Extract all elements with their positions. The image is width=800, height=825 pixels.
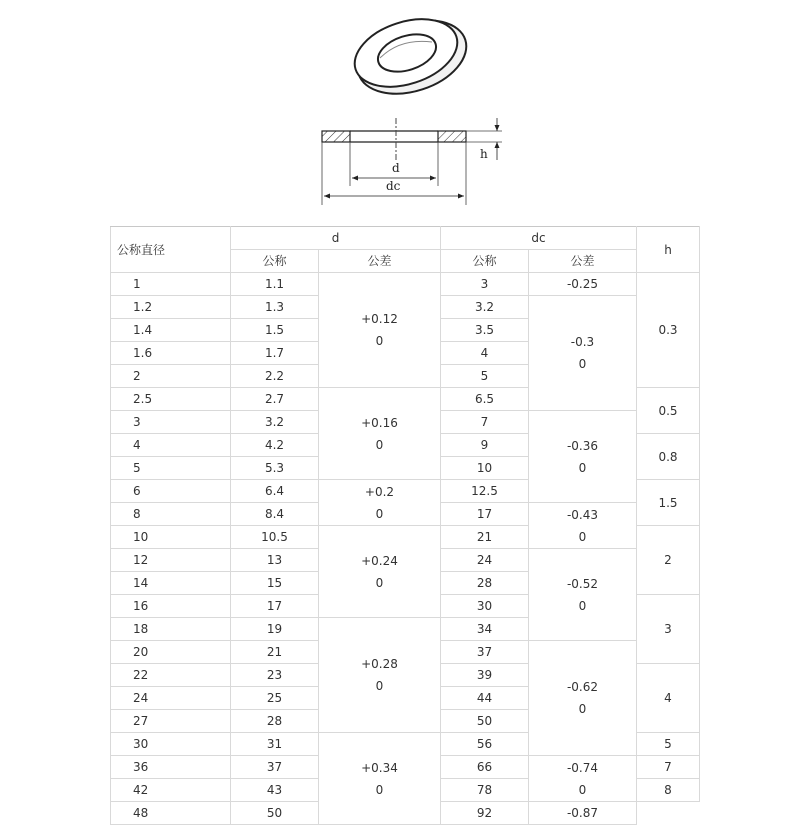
dc-nominal-cell: 39 xyxy=(441,664,529,687)
nominal-size-cell: 14 xyxy=(111,572,231,595)
dc-tolerance-cell-upper: -0.43 xyxy=(566,507,599,522)
dc-nominal-cell: 10 xyxy=(441,457,529,480)
dc-nominal-cell: 37 xyxy=(441,641,529,664)
d-nominal-cell: 6.4 xyxy=(231,480,319,503)
nominal-size-cell: 5 xyxy=(111,457,231,480)
d-nominal-cell: 21 xyxy=(231,641,319,664)
d-tolerance-cell-upper: +0.28 xyxy=(361,657,398,671)
d-nominal-cell: 4.2 xyxy=(231,434,319,457)
h-cell: 4 xyxy=(637,664,700,733)
washer-3d-icon xyxy=(346,7,476,107)
dc-tolerance-cell xyxy=(529,756,637,802)
table-header-row xyxy=(111,227,700,250)
nominal-size-cell: 20 xyxy=(111,641,231,664)
nominal-size-cell: 4 xyxy=(111,434,231,457)
header-h: h xyxy=(637,227,700,273)
subheader-d-nominal: 公称 xyxy=(231,250,319,273)
label-d: d xyxy=(392,161,400,175)
d-tolerance-cell-lower: 0 xyxy=(375,506,384,521)
d-nominal-cell: 19 xyxy=(231,618,319,641)
dc-nominal-cell: 34 xyxy=(441,618,529,641)
dc-nominal-cell: 21 xyxy=(441,526,529,549)
dc-tolerance-cell-lower: 0 xyxy=(578,357,587,371)
nominal-size-cell: 22 xyxy=(111,664,231,687)
d-tolerance-cell-upper: +0.2 xyxy=(364,484,395,499)
h-cell: 3 xyxy=(637,595,700,664)
h-cell: 8 xyxy=(637,779,700,802)
nominal-size-cell: 30 xyxy=(111,733,231,756)
dc-tolerance-cell xyxy=(529,273,637,296)
h-cell: 1.5 xyxy=(637,480,700,526)
dc-tolerance-cell xyxy=(529,296,637,411)
subheader-dc-tolerance: 公差 xyxy=(529,250,637,273)
d-nominal-cell: 8.4 xyxy=(231,503,319,526)
dc-nominal-cell: 17 xyxy=(441,503,529,526)
d-nominal-cell: 23 xyxy=(231,664,319,687)
header-dc: dc xyxy=(441,227,637,250)
d-nominal-cell: 50 xyxy=(231,802,319,825)
nominal-size-cell: 8 xyxy=(111,503,231,526)
d-nominal-cell: 10.5 xyxy=(231,526,319,549)
h-cell: 0.5 xyxy=(637,388,700,434)
d-nominal-cell: 2.7 xyxy=(231,388,319,411)
dc-tolerance-cell-upper: -0.62 xyxy=(566,680,599,694)
dc-tolerance-cell-upper: -0.36 xyxy=(566,438,599,453)
dc-tolerance-cell xyxy=(529,641,637,756)
dc-nominal-cell: 4 xyxy=(441,342,529,365)
d-nominal-cell: 5.3 xyxy=(231,457,319,480)
nominal-size-cell: 36 xyxy=(111,756,231,779)
d-nominal-cell: 1.7 xyxy=(231,342,319,365)
dc-nominal-cell: 78 xyxy=(441,779,529,802)
dc-nominal-cell: 3.5 xyxy=(441,319,529,342)
d-tolerance-cell-upper: +0.16 xyxy=(361,415,398,430)
d-nominal-cell: 28 xyxy=(231,710,319,733)
d-tolerance-cell-lower: 0 xyxy=(375,437,384,452)
subheader-d-tolerance: 公差 xyxy=(319,250,441,273)
dc-tolerance-cell-lower: 0 xyxy=(578,529,587,544)
d-tolerance-cell-upper: +0.12 xyxy=(361,312,398,326)
d-nominal-cell: 1.5 xyxy=(231,319,319,342)
dc-nominal-cell: 3.2 xyxy=(441,296,529,319)
dc-tolerance-cell-lower: 0 xyxy=(578,702,587,716)
d-tolerance-cell xyxy=(319,733,441,825)
nominal-size-cell: 27 xyxy=(111,710,231,733)
dc-tolerance-cell-upper: -0.87 xyxy=(566,806,599,820)
dc-tolerance-cell xyxy=(529,503,637,549)
d-nominal-cell: 37 xyxy=(231,756,319,779)
d-tolerance-cell xyxy=(319,618,441,733)
dc-tolerance-cell-upper: -0.74 xyxy=(566,760,599,775)
dc-nominal-cell: 9 xyxy=(441,434,529,457)
d-nominal-cell: 31 xyxy=(231,733,319,756)
dc-nominal-cell: 44 xyxy=(441,687,529,710)
d-tolerance-cell-lower: 0 xyxy=(375,575,384,590)
dc-nominal-cell: 66 xyxy=(441,756,529,779)
d-tolerance-cell-upper: +0.34 xyxy=(361,760,398,775)
d-nominal-cell: 17 xyxy=(231,595,319,618)
nominal-size-cell: 42 xyxy=(111,779,231,802)
dc-tolerance-cell-lower: 0 xyxy=(578,782,587,797)
dc-nominal-cell: 12.5 xyxy=(441,480,529,503)
d-tolerance-cell xyxy=(319,480,441,526)
dc-tolerance-cell-lower: 0 xyxy=(578,598,587,613)
d-nominal-cell: 43 xyxy=(231,779,319,802)
dc-tolerance-cell xyxy=(529,411,637,503)
d-nominal-cell: 1.1 xyxy=(231,273,319,296)
d-nominal-cell: 15 xyxy=(231,572,319,595)
dc-nominal-cell: 56 xyxy=(441,733,529,756)
d-tolerance-cell-lower: 0 xyxy=(375,334,384,348)
dc-tolerance-cell-upper: -0.25 xyxy=(566,277,599,291)
header-nominal-diameter: 公称直径 xyxy=(111,227,231,273)
h-cell: 5 xyxy=(637,733,700,756)
d-tolerance-cell xyxy=(319,273,441,388)
label-dc: dc xyxy=(386,179,401,193)
nominal-size-cell: 1.4 xyxy=(111,319,231,342)
d-nominal-cell: 13 xyxy=(231,549,319,572)
nominal-size-cell: 16 xyxy=(111,595,231,618)
washer-section-drawing xyxy=(322,118,502,205)
h-cell: 0.3 xyxy=(637,273,700,388)
nominal-size-cell: 2 xyxy=(111,365,231,388)
d-nominal-cell: 3.2 xyxy=(231,411,319,434)
table-row xyxy=(111,273,700,296)
dc-nominal-cell: 3 xyxy=(441,273,529,296)
nominal-size-cell: 24 xyxy=(111,687,231,710)
h-cell: 0.8 xyxy=(637,434,700,480)
washer-figure xyxy=(0,0,800,215)
dc-tolerance-cell-upper: -0.3 xyxy=(570,335,595,349)
dc-nominal-cell: 7 xyxy=(441,411,529,434)
nominal-size-cell: 1 xyxy=(111,273,231,296)
dc-tolerance-cell-lower: 0 xyxy=(578,460,587,475)
dc-tolerance-cell-upper: -0.52 xyxy=(566,576,599,591)
h-cell: 7 xyxy=(637,756,700,779)
washer-spec-table xyxy=(110,226,700,825)
d-tolerance-cell xyxy=(319,388,441,480)
d-nominal-cell: 1.3 xyxy=(231,296,319,319)
nominal-size-cell: 48 xyxy=(111,802,231,825)
subheader-dc-nominal: 公称 xyxy=(441,250,529,273)
nominal-size-cell: 1.6 xyxy=(111,342,231,365)
nominal-size-cell: 3 xyxy=(111,411,231,434)
nominal-size-cell: 12 xyxy=(111,549,231,572)
dc-nominal-cell: 5 xyxy=(441,365,529,388)
d-nominal-cell: 25 xyxy=(231,687,319,710)
nominal-size-cell: 1.2 xyxy=(111,296,231,319)
d-tolerance-cell-lower: 0 xyxy=(375,782,384,797)
header-d: d xyxy=(231,227,441,250)
nominal-size-cell: 18 xyxy=(111,618,231,641)
label-h: h xyxy=(480,147,488,161)
d-tolerance-cell-lower: 0 xyxy=(375,679,384,693)
nominal-size-cell: 10 xyxy=(111,526,231,549)
dc-nominal-cell: 50 xyxy=(441,710,529,733)
d-nominal-cell: 2.2 xyxy=(231,365,319,388)
dc-nominal-cell: 92 xyxy=(441,802,529,825)
nominal-size-cell: 6 xyxy=(111,480,231,503)
dc-nominal-cell: 28 xyxy=(441,572,529,595)
dc-nominal-cell: 24 xyxy=(441,549,529,572)
d-tolerance-cell xyxy=(319,526,441,618)
dc-tolerance-cell xyxy=(529,802,637,825)
h-cell: 2 xyxy=(637,526,700,595)
dc-nominal-cell: 6.5 xyxy=(441,388,529,411)
dc-tolerance-cell xyxy=(529,549,637,641)
d-tolerance-cell-upper: +0.24 xyxy=(361,553,398,568)
dc-nominal-cell: 30 xyxy=(441,595,529,618)
nominal-size-cell: 2.5 xyxy=(111,388,231,411)
